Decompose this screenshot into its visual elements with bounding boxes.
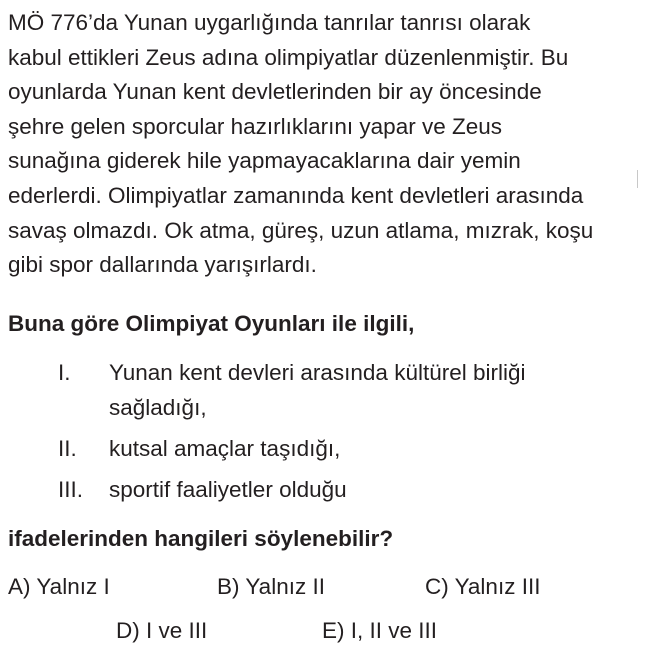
statement-numeral: III. xyxy=(58,477,84,502)
answer-option-d[interactable]: D) I ve III xyxy=(116,618,208,643)
answer-options-row-1 xyxy=(0,570,658,604)
passage-line: kabul ettikleri Zeus adına olimpiyatlar düzenlenmiştir. Bu xyxy=(8,44,569,70)
answer-option-a[interactable]: A) Yalnız I xyxy=(8,574,110,599)
statement-text: sportif faaliyetler olduğu xyxy=(109,477,347,502)
passage-line: MÖ 776’da Yunan uygarlığında tanrılar tanrısı olarak xyxy=(8,10,531,35)
scan-mark xyxy=(637,170,638,188)
statement-list xyxy=(58,355,648,507)
passage-line: oyunlarda Yunan kent devletlerinden bir ay öncesinde xyxy=(8,79,542,105)
statement-item-2 xyxy=(58,431,648,466)
statement-item-1 xyxy=(58,355,648,425)
answer-option-c[interactable]: C) Yalnız III xyxy=(425,574,541,599)
statement-text: kutsal amaçlar taşıdığı, xyxy=(109,436,341,461)
passage-line: gibi spor dallarında yarışırlardı. xyxy=(8,252,317,278)
passage-line: ederlerdi. Olimpiyatlar zamanında kent devletleri arasında xyxy=(8,182,584,208)
question-prompt: ifadelerinden hangileri söylenebilir? xyxy=(8,526,394,551)
statement-text: sağladığı, xyxy=(109,395,207,420)
answer-options-row-2 xyxy=(0,614,658,648)
question-stem: Buna göre Olimpiyat Oyunları ile ilgili, xyxy=(8,311,415,336)
statement-numeral: II. xyxy=(58,436,77,461)
statement-item-3 xyxy=(58,472,648,507)
answer-option-b[interactable]: B) Yalnız II xyxy=(217,574,325,599)
passage-line: sunağına giderek hile yapmayacaklarına dair yemin xyxy=(8,148,521,174)
answer-option-e[interactable]: E) I, II ve III xyxy=(322,618,438,643)
statement-text: Yunan kent devleri arasında kültürel birliği xyxy=(109,360,526,385)
passage-line: şehre gelen sporcular hazırlıklarını yapar ve Zeus xyxy=(8,113,502,139)
passage-line: savaş olmazdı. Ok atma, güreş, uzun atlama, mızrak, koşu xyxy=(8,217,594,243)
passage-text xyxy=(8,6,656,283)
statement-numeral: I. xyxy=(58,360,71,385)
